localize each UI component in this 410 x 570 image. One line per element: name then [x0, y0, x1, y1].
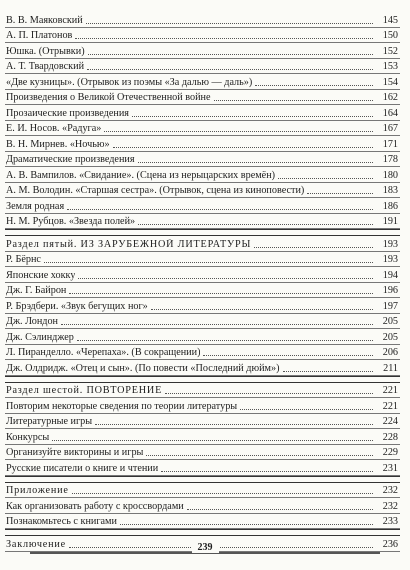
toc-entry-page: 197: [382, 300, 398, 312]
toc-entry-title: Л. Пиранделло. «Черепаха». (В сокращении): [6, 347, 201, 358]
toc-section: [5, 376, 400, 476]
toc-entry-title: Е. И. Носов. «Радуга»: [6, 123, 102, 134]
dot-leader: [255, 84, 373, 86]
dot-leader: [77, 339, 373, 341]
toc-entry: [5, 514, 400, 530]
toc-entry: [5, 121, 400, 137]
toc-entry-page: 193: [382, 254, 398, 265]
toc-entry: [5, 398, 400, 414]
dot-leader: [240, 408, 373, 410]
toc-entry-title: Дж. Сэлинджер: [6, 331, 74, 343]
toc-entry: [5, 74, 400, 90]
toc-entry: [5, 414, 400, 430]
toc-entry-page: 180: [382, 169, 398, 181]
toc-entry-page: 196: [382, 285, 398, 296]
dot-leader: [72, 492, 373, 494]
toc-entry-page: 154: [382, 76, 398, 88]
toc-entry-title: Дж. Олдридж. «Отец и сын». (По повести «Последний дюйм»): [6, 362, 280, 374]
toc-entry-page: 233: [382, 516, 398, 527]
toc-entry: [5, 498, 400, 514]
dot-leader: [52, 439, 373, 441]
toc-entry-title: Приложение: [6, 485, 69, 496]
dot-leader: [165, 392, 373, 394]
toc-entry: [5, 43, 400, 59]
toc-entry-page: 221: [382, 385, 398, 396]
toc-entry: [5, 360, 400, 376]
dot-leader: [67, 208, 373, 210]
toc-entry: [5, 183, 400, 199]
page-number-text: 239: [192, 542, 219, 553]
dot-leader: [95, 423, 373, 425]
toc-entry-title: Японские хокку: [6, 269, 76, 281]
toc-entry-title: Земля родная: [6, 200, 65, 212]
dot-leader: [87, 68, 373, 70]
dot-leader: [138, 223, 373, 225]
toc-entry-page: 232: [382, 485, 398, 496]
toc-entry-title: А. Т. Твардовский: [6, 61, 85, 72]
toc-entry-title: Р. Брэдбери. «Звук бегущих ног»: [6, 300, 148, 312]
toc-section-heading: [5, 383, 400, 399]
toc-entry: [5, 460, 400, 476]
dot-leader: [151, 308, 373, 310]
dot-leader: [203, 354, 373, 356]
toc-entry-title: Юшка. (Отрывки): [6, 45, 85, 57]
toc-entry-title: Произведения о Великой Отечественной войне: [6, 92, 211, 103]
toc-entry-title: А. М. Володин. «Старшая сестра». (Отрывок, сцена из киноповести): [6, 185, 305, 196]
toc-entry-title: Организуйте викторины и игры: [6, 447, 144, 458]
toc-entry-page: 205: [382, 316, 398, 327]
toc-entry: [5, 28, 400, 44]
toc-entry-title: Как организовать работу с кроссвордами: [6, 500, 184, 512]
toc-entry: [5, 105, 400, 121]
toc-entry: [5, 152, 400, 168]
toc-entry-page: 191: [382, 216, 398, 227]
toc-entry-page: 164: [382, 107, 398, 119]
dot-leader: [120, 523, 373, 525]
dot-leader: [214, 99, 374, 101]
toc-entry: [5, 445, 400, 461]
toc-entry-title: А. В. Вампилов. «Свидание». (Сцена из нерыцарских времён): [6, 169, 276, 181]
toc-entry-title: Русские писатели о книге и чтении: [6, 462, 159, 474]
dot-leader: [113, 146, 373, 148]
toc-entry-page: 167: [382, 123, 398, 134]
toc-entry: [5, 298, 400, 314]
dot-leader: [86, 22, 373, 24]
toc-entry-title: Р. Бёрнс: [6, 254, 41, 265]
toc-entry: [5, 167, 400, 183]
page-number: [0, 542, 410, 553]
toc-entry: [5, 283, 400, 299]
toc-entry: [5, 252, 400, 268]
toc-entry-title: В. Н. Мирнев. «Ночью»: [6, 138, 110, 150]
toc-entry: [5, 90, 400, 106]
toc-entry-title: Дж. Лондон: [6, 316, 59, 327]
dot-leader: [69, 292, 373, 294]
toc-entry-page: 224: [382, 416, 398, 427]
toc-section: [5, 12, 400, 229]
dot-leader: [104, 130, 373, 132]
toc-entry-title: Прозаические произведения: [6, 107, 129, 119]
dot-leader: [283, 370, 374, 372]
dot-leader: [61, 323, 373, 325]
toc-entry-title: Конкурсы: [6, 431, 50, 443]
toc-entry: [5, 59, 400, 75]
dot-leader: [78, 277, 373, 279]
toc-entry-page: 206: [382, 347, 398, 358]
dot-leader: [138, 161, 373, 163]
toc-entry: [5, 136, 400, 152]
dot-leader: [75, 37, 373, 39]
toc-section: [5, 476, 400, 530]
toc-entry-page: 228: [382, 431, 398, 443]
dot-leader: [44, 261, 373, 263]
dot-leader: [278, 177, 373, 179]
dot-leader: [161, 470, 373, 472]
toc-entry-page: 162: [382, 92, 398, 103]
toc-entry-title: А. П. Платонов: [6, 30, 73, 41]
toc-entry: [5, 429, 400, 445]
toc-section: [5, 229, 400, 376]
dot-leader: [146, 454, 373, 456]
toc-entry-title: Раздел шестой. ПОВТОРЕНИЕ: [6, 385, 163, 396]
toc-entry-title: Познакомьтесь с книгами: [6, 516, 117, 527]
toc-entry-page: 194: [382, 269, 398, 281]
toc-entry: [5, 345, 400, 361]
toc-entry-title: Драматические произведения: [6, 154, 135, 165]
dot-leader: [254, 246, 373, 248]
toc-entry-page: 236: [382, 538, 398, 550]
table-of-contents: [5, 12, 400, 552]
toc-entry: [5, 314, 400, 330]
toc-entry-page: 178: [382, 154, 398, 165]
toc-entry-title: «Две кузницы». (Отрывок из поэмы «За далью — даль»): [6, 76, 253, 88]
toc-entry-title: Н. М. Рубцов. «Звезда полей»: [6, 216, 136, 227]
toc-entry-page: 152: [382, 45, 398, 57]
toc-entry-title: Раздел пятый. ИЗ ЗАРУБЕЖНОЙ ЛИТЕРАТУРЫ: [6, 238, 252, 250]
toc-entry: [5, 198, 400, 214]
toc-entry: [5, 214, 400, 230]
toc-entry-page: 171: [382, 138, 398, 150]
toc-entry-title: Заключение: [6, 538, 66, 550]
toc-entry-page: 232: [382, 500, 398, 512]
dot-leader: [187, 508, 373, 510]
toc-entry: [5, 12, 400, 28]
toc-entry-page: 145: [382, 14, 398, 26]
dot-leader: [132, 115, 373, 117]
toc-entry-page: 229: [382, 447, 398, 458]
toc-entry-page: 150: [382, 30, 398, 41]
toc-entry-title: Дж. Г. Байрон: [6, 285, 67, 296]
toc-entry-title: Повторим некоторые сведения по теории литературы: [6, 400, 238, 412]
toc-entry-page: 205: [382, 331, 398, 343]
toc-entry-page: 231: [382, 462, 398, 474]
toc-section-heading: [5, 236, 400, 252]
toc-entry-title: В. В. Маяковский: [6, 14, 83, 26]
toc-entry-page: 193: [382, 238, 398, 250]
toc-entry-page: 153: [382, 61, 398, 72]
toc-entry-page: 211: [383, 362, 398, 374]
toc-entry-page: 186: [382, 200, 398, 212]
toc-entry-page: 183: [382, 185, 398, 196]
toc-entry-page: 221: [382, 400, 398, 412]
toc-section-heading: [5, 483, 400, 499]
dot-leader: [307, 192, 373, 194]
toc-entry: [5, 329, 400, 345]
toc-entry-title: Литературные игры: [6, 416, 93, 427]
toc-entry: [5, 267, 400, 283]
dot-leader: [88, 53, 373, 55]
